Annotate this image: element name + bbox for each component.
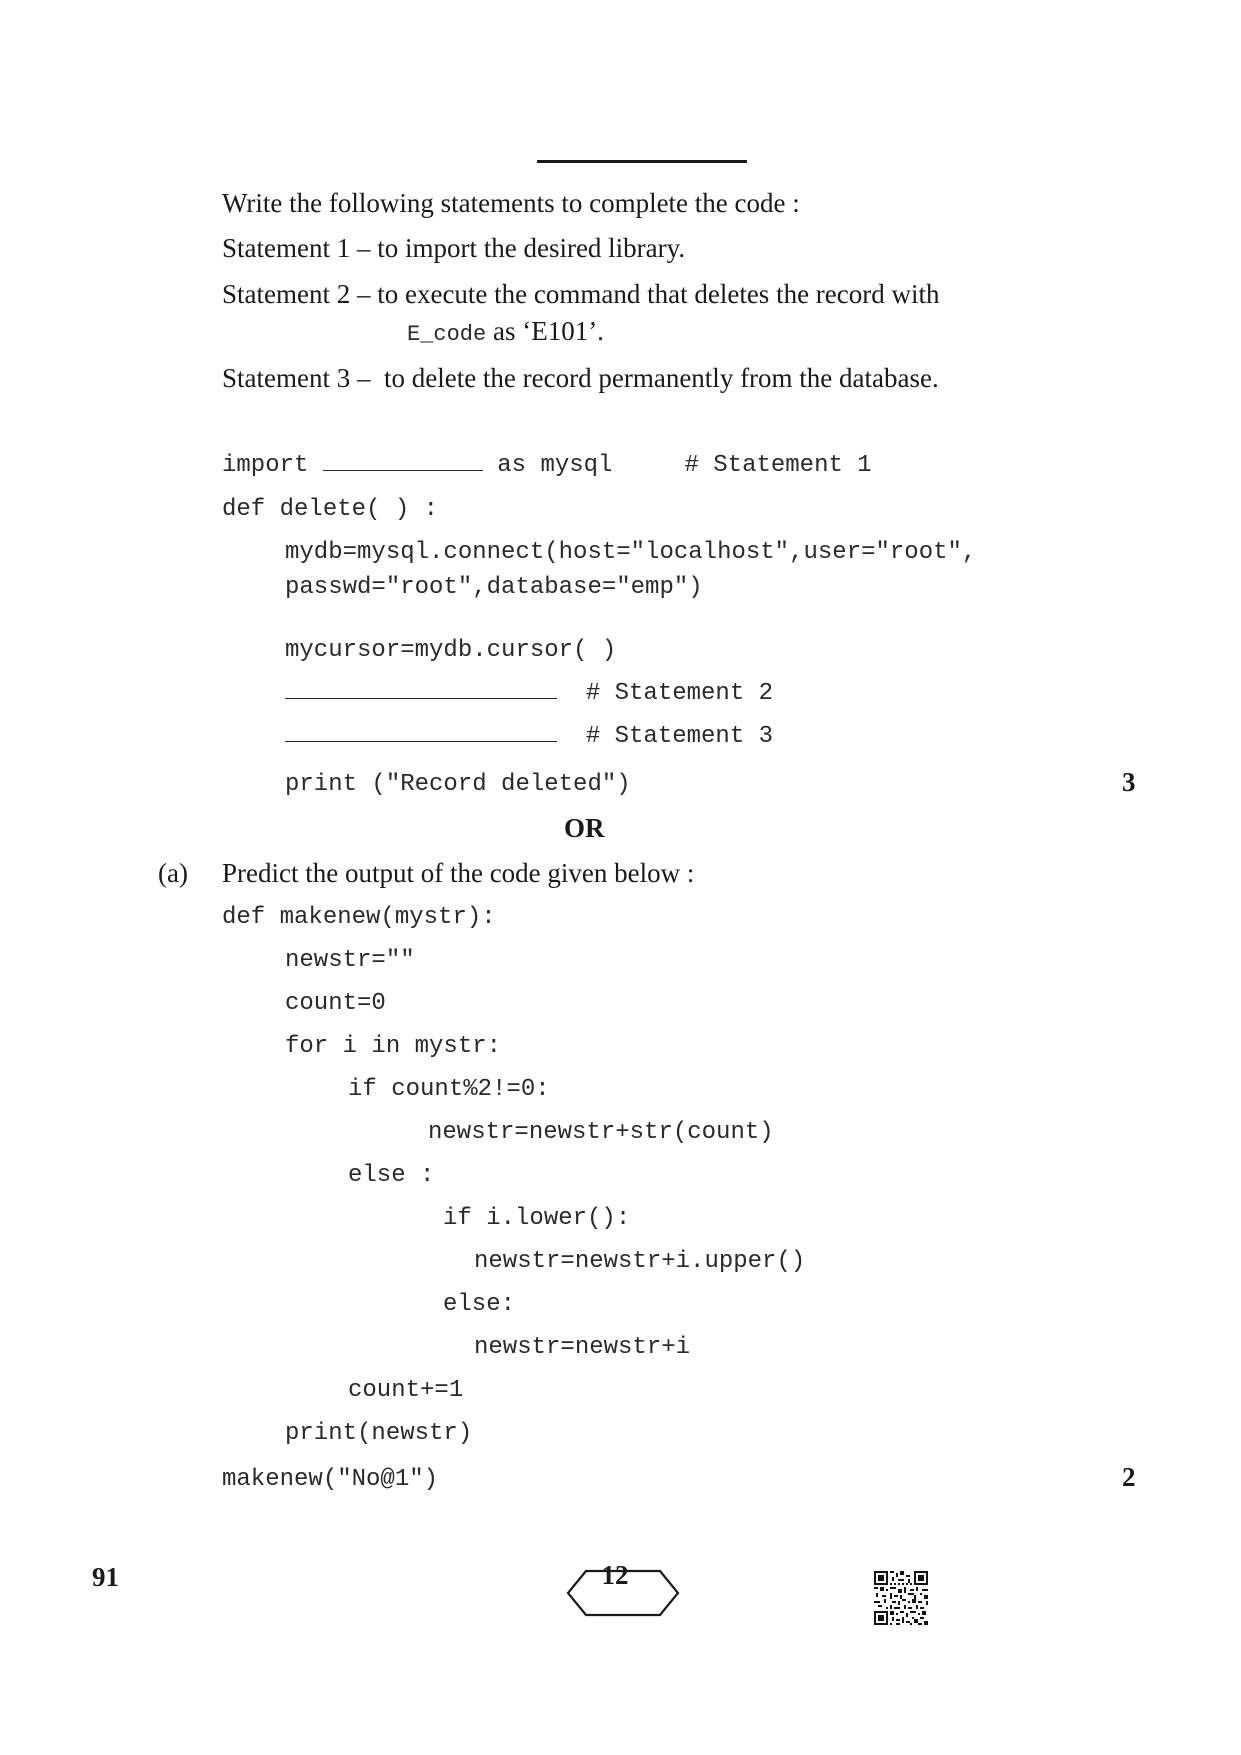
import-rest: as mysql # Statement 1 bbox=[497, 452, 872, 479]
cursor-line: mycursor=mydb.cursor( ) bbox=[285, 637, 617, 664]
statement-2-value: as ‘E101’. bbox=[486, 316, 604, 346]
marks-3: 3 bbox=[1122, 767, 1136, 797]
statement-2-line bbox=[285, 680, 773, 707]
top-rule bbox=[537, 160, 747, 163]
code-line: for i in mystr: bbox=[285, 1033, 502, 1060]
code-line: def makenew(mystr): bbox=[222, 904, 496, 931]
part-a-prompt: Predict the output of the code given below : bbox=[222, 858, 695, 888]
statement-3-blank bbox=[285, 723, 557, 742]
page-number: 12 bbox=[601, 1560, 629, 1590]
statement-1-text: Statement 1 – to import the desired library. bbox=[222, 233, 686, 263]
code-line: newstr="" bbox=[285, 947, 415, 974]
part-a-label: (a) bbox=[158, 858, 188, 888]
instruction-text: Write the following statements to complete the code : bbox=[222, 188, 800, 218]
page-number-badge bbox=[558, 1551, 672, 1599]
statement-3-comment: # Statement 3 bbox=[585, 723, 774, 750]
code-line: print(newstr) bbox=[285, 1420, 473, 1447]
code-line: if count%2!=0: bbox=[348, 1076, 550, 1103]
code-line: else : bbox=[348, 1162, 435, 1189]
code-line: newstr=newstr+i.upper() bbox=[474, 1248, 806, 1275]
import-line bbox=[222, 452, 872, 479]
code-line: else: bbox=[443, 1291, 516, 1318]
statement-2-continuation bbox=[407, 316, 604, 347]
code-line: newstr=newstr+i bbox=[474, 1334, 691, 1361]
import-blank bbox=[323, 452, 483, 471]
code-line: count+=1 bbox=[348, 1377, 464, 1404]
code-line: makenew("No@1") bbox=[222, 1466, 439, 1493]
e-code-identifier: E_code bbox=[407, 322, 487, 347]
def-delete-line: def delete( ) : bbox=[222, 496, 439, 523]
qr-code-icon bbox=[866, 1553, 920, 1607]
statement-2-text: Statement 2 – to execute the command that deletes the record with bbox=[222, 279, 940, 309]
import-keyword: import bbox=[222, 452, 309, 479]
or-separator: OR bbox=[564, 813, 605, 843]
statement-2-comment: # Statement 2 bbox=[585, 680, 774, 707]
connect-line-2: passwd="root",database="emp") bbox=[285, 574, 703, 601]
code-line: count=0 bbox=[285, 990, 386, 1017]
statement-2-blank bbox=[285, 680, 557, 699]
code-line: newstr=newstr+str(count) bbox=[428, 1119, 774, 1146]
print-record-line: print ("Record deleted") bbox=[285, 771, 631, 798]
connect-line-1: mydb=mysql.connect(host="localhost",user="root", bbox=[285, 539, 977, 566]
code-line: if i.lower(): bbox=[443, 1205, 631, 1232]
statement-3-text: Statement 3 – to delete the record permanently from the database. bbox=[222, 363, 939, 393]
statement-3-line bbox=[285, 723, 773, 750]
paper-code: 91 bbox=[92, 1562, 119, 1592]
marks-2: 2 bbox=[1122, 1462, 1136, 1492]
